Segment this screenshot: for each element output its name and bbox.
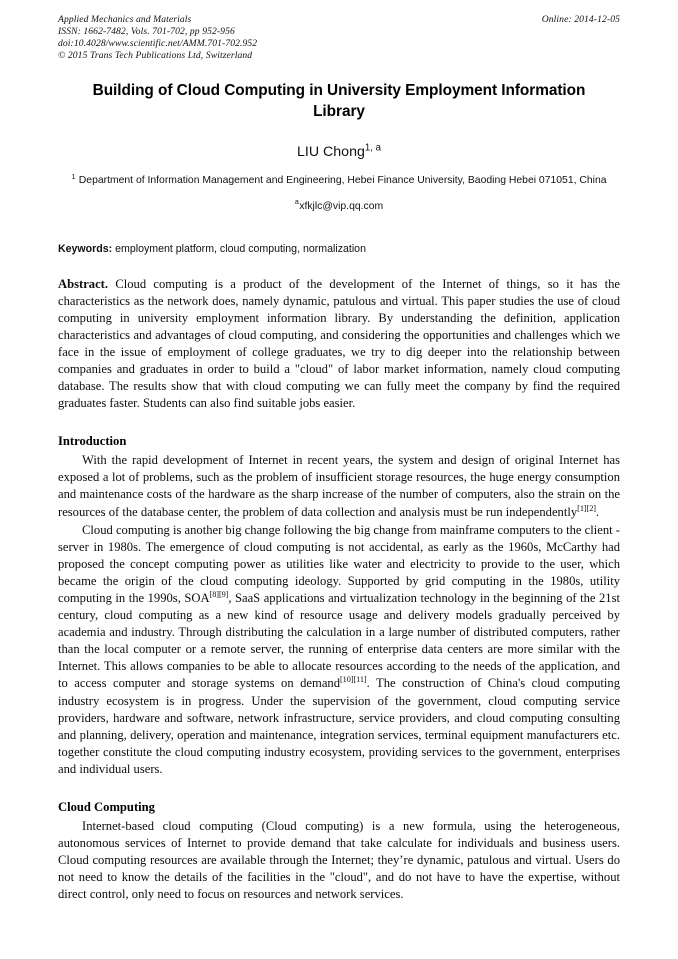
- paragraph-cloud-computing-1: [58, 818, 620, 903]
- online-publication-date: Online: 2014-12-05: [541, 14, 620, 25]
- keywords-values: employment platform, cloud computing, normalization: [115, 242, 366, 255]
- journal-issn-line: ISSN: 1662-7482, Vols. 701-702, pp 952-956: [58, 25, 235, 37]
- keywords-label: Keywords:: [58, 242, 113, 255]
- citation-ref: [1][2]: [577, 503, 596, 513]
- paragraph-text: Internet-based cloud computing (Cloud computing) is a new formula, using the heterogeneous, autonomous services of Internet to provide demand that take calculate for individuals and business users. Cloud computing resources are available through the Internet; they’re dynamic, patulous and virtual. Users do not need to know the details of the facilities in the "cloud", and do not have to have the expertise, without direct control, only need to focus on resources and network services.: [58, 819, 620, 902]
- journal-header: [58, 14, 620, 66]
- paragraph-text-tail: .: [595, 504, 600, 519]
- journal-header-left: [58, 14, 478, 62]
- email-address: xfkjlc@vip.qq.com: [299, 200, 384, 212]
- author-email: [58, 200, 620, 214]
- abstract-label: Abstract.: [58, 276, 109, 291]
- affiliation-marker: 1: [71, 173, 76, 181]
- paragraph-introduction-1: [58, 452, 620, 520]
- paragraph-text: With the rapid development of Internet in recent years, the system and design of original Internet has exposed a lot of problems, such as the problem of insufficient storage resources, the huge energy consumption and maintenance costs of the hardware as the sharp increase of the number of computers, also the strain on the resources of the database center, the problem of data collection and analysis must be run independently: [58, 453, 620, 519]
- paragraph-introduction-2: [58, 522, 620, 778]
- abstract-text: Cloud computing is a product of the development of the Internet of things, so it has the characteristics as the network does, namely dynamic, patulous and virtual. This paper studies the use of cloud computing in university employment information library. By understanding the definition, application characteristics and advantages of cloud computing, and considering the opportunities and challenges which we face in the issue of employment of college graduates, we try to dig deeper into the relationship between companies and graduates in order to build a "cloud" of labor market information, namely cloud computing database. The results show that with cloud computing we can fully meet the company by find the required graduates faster. Students can also find suitable jobs easier.: [58, 276, 621, 411]
- author-affiliation-marker: 1, a: [364, 142, 381, 154]
- journal-name: Applied Mechanics and Materials: [58, 14, 192, 25]
- affiliation-text: Department of Information Management and Engineering, Hebei Finance University, Baoding Hebei 071051, China: [78, 175, 607, 186]
- paragraph-text-mid: , SaaS applications and virtualization technology in the beginning of the 21st century, cloud computing as a new kind of resource usage and delivery models gradually perceived by academia and industry. Through distributing the calculation in a large number of distributed computers, rather than the local computer or a remote server, the running of enterprise data centers are more similar with the Internet. This allows companies to be able to allocate resources according to the needs of the application, and to access computer and storage systems on demand: [58, 591, 620, 691]
- keywords: [58, 242, 620, 257]
- page-title: Building of Cloud Computing in University Employment Information Library: [92, 82, 586, 120]
- section-heading-introduction: Introduction: [58, 434, 127, 449]
- author-name: LIU Chong: [297, 144, 365, 160]
- paragraph-text: Cloud computing is another big change following the big change from mainframe computers to the client - server in 1980s. The emergence of cloud computing is not accidental, as early as the 1960s, McCarthy had proposed the concept computing power as utilities like water and electricity to provide to the user, which became the origin of the cloud computing ideology. Supported by grid computing in the 1980s, utility computing in the 1990s, SOA: [58, 522, 620, 605]
- paragraph-text-tail: . The construction of China's cloud computing industry ecosystem is in progress. Under the supervision of the government, cloud computing service providers, hardware and software, network infrastructure, service providers, and cloud computing consulting and planning, delivery, operation and maintenance, integration services, terminal equipment manufacturers etc. together constitute the cloud computing industry ecosystem, providing services to the government, enterprises and individual users.: [58, 676, 620, 776]
- abstract: [58, 276, 620, 413]
- email-marker: a: [294, 199, 299, 207]
- affiliation: [58, 173, 620, 189]
- journal-copyright-line: © 2015 Trans Tech Publications Ltd, Switzerland: [58, 49, 253, 61]
- citation-ref: [10][11]: [340, 675, 367, 685]
- section-heading-cloud-computing: Cloud Computing: [58, 800, 155, 815]
- author-line: [58, 143, 620, 161]
- citation-ref: [8][9]: [209, 589, 229, 599]
- journal-doi-line: doi:10.4028/www.scientific.net/AMM.701-702.952: [58, 37, 258, 49]
